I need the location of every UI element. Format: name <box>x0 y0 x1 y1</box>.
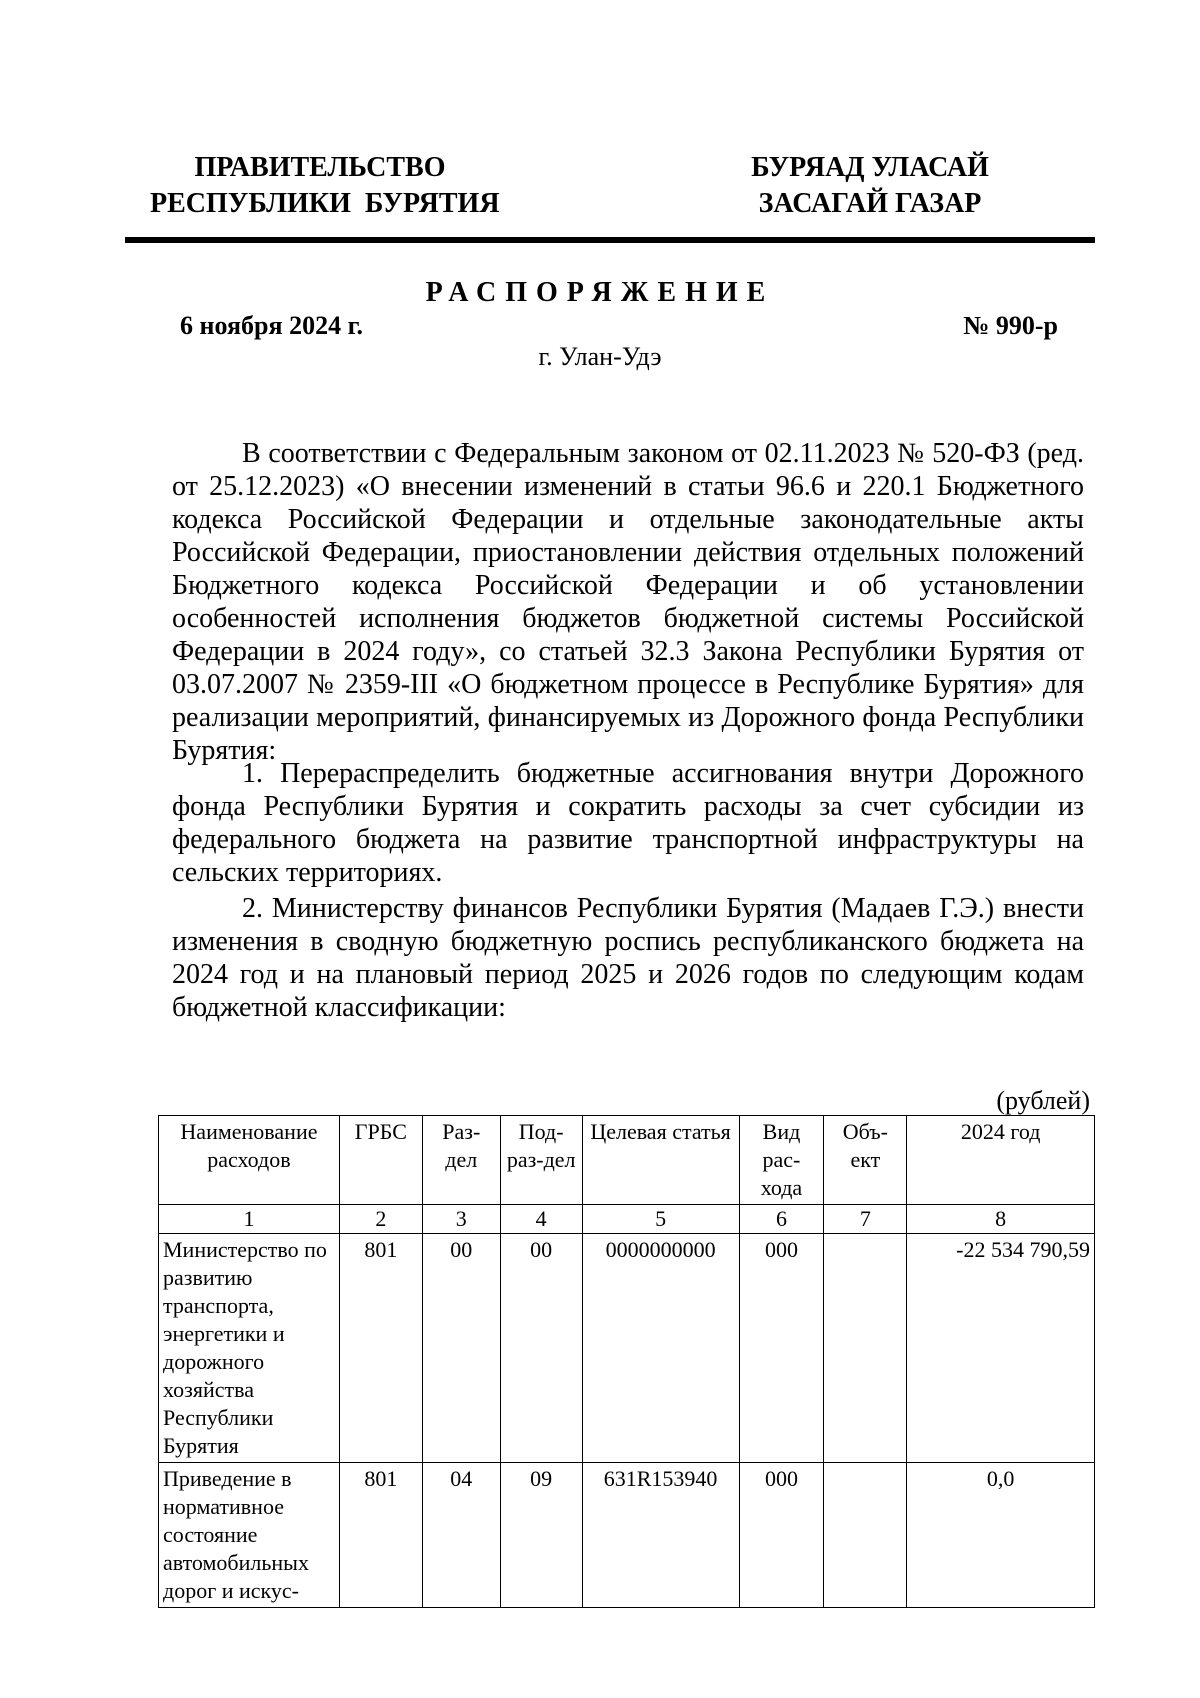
header-year: 2024 год <box>907 1116 1095 1205</box>
org-name-buryat-line1: БУРЯАД УЛАСАЙ <box>751 152 989 183</box>
row-grbs: 801 <box>339 1463 422 1608</box>
document-number: № 990-р <box>963 311 1058 340</box>
row-obekt <box>824 1234 907 1463</box>
row-celevaya: 631R153940 <box>582 1463 739 1608</box>
row-amount: 0,0 <box>907 1463 1095 1608</box>
document-city: г. Улан-Удэ <box>538 342 662 371</box>
table-header-row <box>159 1116 1095 1205</box>
index-cell: 2 <box>339 1205 422 1234</box>
index-cell: 5 <box>582 1205 739 1234</box>
row-name: Приведение в нормативное состояние автомобильных дорог и искус- <box>159 1463 340 1608</box>
row-obekt <box>824 1463 907 1608</box>
header-divider <box>125 237 1095 243</box>
item-2-paragraph <box>172 892 1084 1024</box>
header-podrazdel: Под-раз-дел <box>500 1116 582 1205</box>
item-2-text: 2. Министерству финансов Республики Бурятия (Мадаев Г.Э.) внести изменения в сводную бюджетную роспись республиканского бюджета на 2024 год и на плановый период 2025 и 2026 годов по следующим кодам бюджетной классификации: <box>172 893 1084 1023</box>
row-amount: -22 534 790,59 <box>907 1234 1095 1463</box>
header-grbs: ГРБС <box>339 1116 422 1205</box>
header-name: Наименование расходов <box>159 1116 340 1205</box>
table-row <box>159 1234 1095 1463</box>
index-cell: 4 <box>500 1205 582 1234</box>
item-1-paragraph <box>172 757 1084 889</box>
index-cell: 3 <box>422 1205 500 1234</box>
index-cell: 7 <box>824 1205 907 1234</box>
header-celevaya: Целевая статья <box>582 1116 739 1205</box>
row-celevaya: 0000000000 <box>582 1234 739 1463</box>
org-name-buryat-line2: ЗАСАГАЙ ГАЗАР <box>758 188 982 219</box>
preamble-paragraph <box>172 437 1084 767</box>
header-razdel: Раз-дел <box>422 1116 500 1205</box>
preamble-text: В соответствии с Федеральным законом от 02.11.2023 № 520-ФЗ (ред. от 25.12.2023) «О внесении изменений в статьи 96.6 и 220.1 Бюджетного кодекса Российской Федерации и отдельные законодательные акты Российской Федерации, приостановлении действия отдельных положений Бюджетного кодекса Российской Федерации и об установлении особенностей исполнения бюджетов бюджетной системы Российской Федерации в 2024 году», со статьей 32.3 Закона Республики Бурятия от 03.07.2007 № 2359-III «О бюджетном процессе в Республике Бурятия» для реализации мероприятий, финансируемых из Дорожного фонда Республики Бурятия: <box>172 438 1084 766</box>
row-vid: 000 <box>739 1234 824 1463</box>
document-date: 6 ноября 2024 г. <box>180 311 363 340</box>
org-name-russian-line1: ПРАВИТЕЛЬСТВО <box>194 152 446 183</box>
org-name-russian <box>150 150 500 222</box>
row-grbs: 801 <box>339 1234 422 1463</box>
table-unit-label: (рублей) <box>996 1086 1090 1115</box>
table-index-row <box>159 1205 1095 1234</box>
org-name-russian-line2: РЕСПУБЛИКИ БУРЯТИЯ <box>150 188 500 219</box>
table-row <box>159 1463 1095 1608</box>
header-vid: Вид рас-хода <box>739 1116 824 1205</box>
row-vid: 000 <box>739 1463 824 1608</box>
index-cell: 1 <box>159 1205 340 1234</box>
item-1-text: 1. Перераспределить бюджетные ассигнования внутри Дорожного фонда Республики Бурятия и сократить расходы за счет субсидии из федерального бюджета на развитие транспортной инфраструктуры на сельских территориях. <box>172 758 1084 888</box>
row-podrazdel: 09 <box>500 1463 582 1608</box>
header-obekt: Объ-ект <box>824 1116 907 1205</box>
row-name: Министерство по развитию транспорта, энергетики и дорожного хозяйства Республики Бурятия <box>159 1234 340 1463</box>
index-cell: 8 <box>907 1205 1095 1234</box>
row-razdel: 00 <box>422 1234 500 1463</box>
index-cell: 6 <box>739 1205 824 1234</box>
row-razdel: 04 <box>422 1463 500 1608</box>
row-podrazdel: 00 <box>500 1234 582 1463</box>
document-title: РАСПОРЯЖЕНИЕ <box>425 277 775 308</box>
org-name-buryat <box>710 150 1030 222</box>
budget-table <box>158 1115 1095 1608</box>
